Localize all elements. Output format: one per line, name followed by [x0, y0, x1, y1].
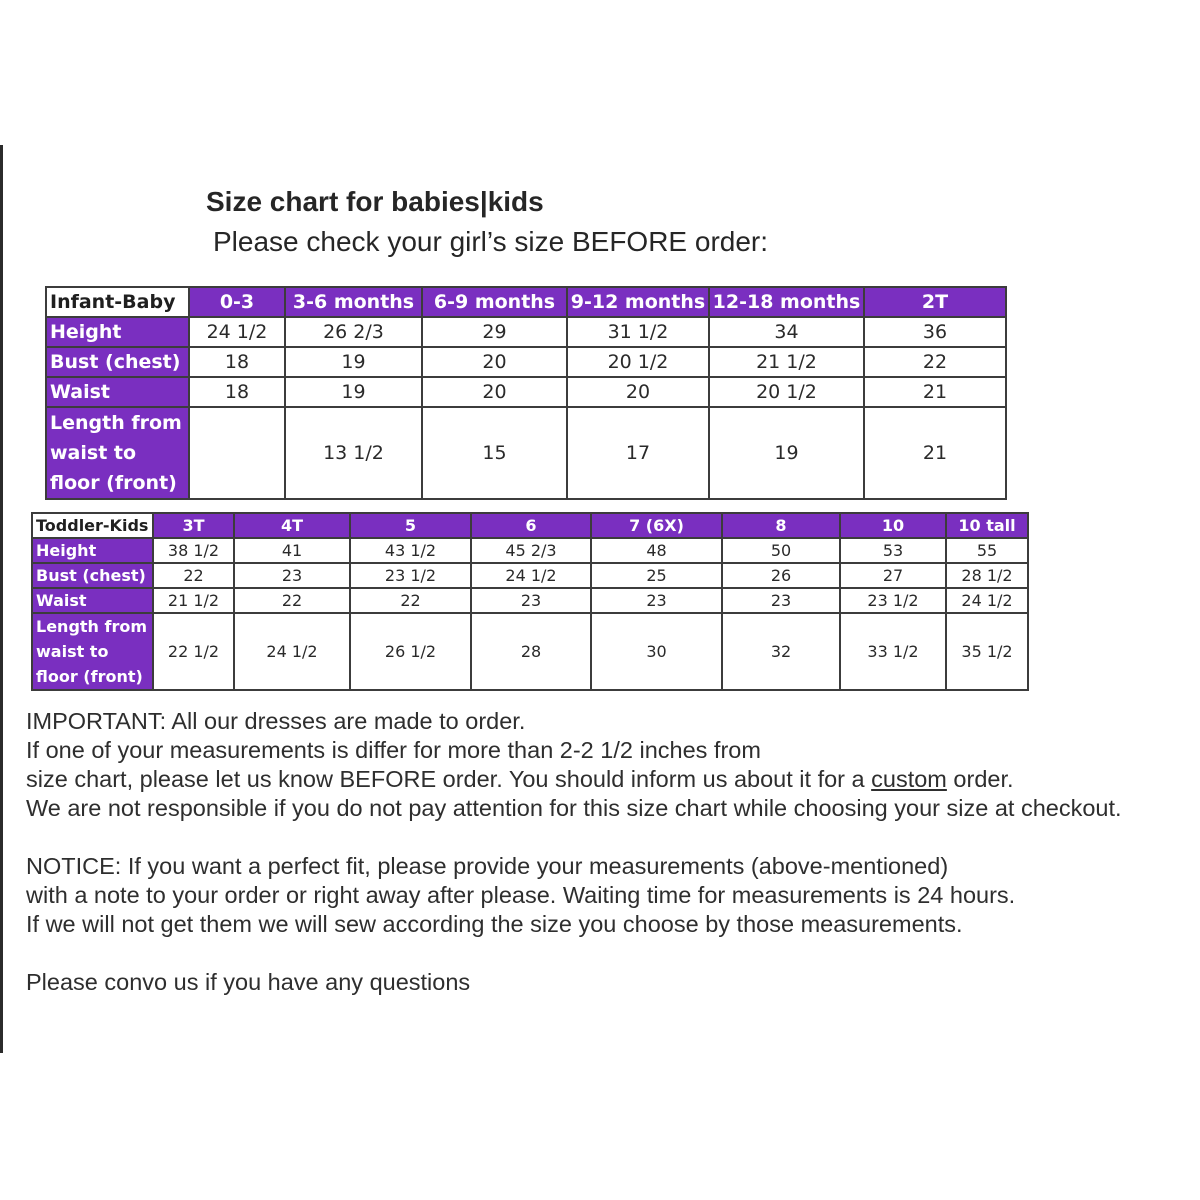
table-cell — [189, 407, 285, 499]
table-cell: 28 1/2 — [946, 563, 1028, 588]
table-cell: 26 2/3 — [285, 317, 422, 347]
table-cell: 17 — [567, 407, 709, 499]
table-cell: 35 1/2 — [946, 613, 1028, 690]
infant-row-length — [46, 407, 1006, 499]
infant-header-row — [46, 287, 1006, 317]
infant-col-header: 3-6 months — [285, 287, 422, 317]
table-cell: 28 — [471, 613, 591, 690]
convo-line: Please convo us if you have any questions — [26, 969, 471, 995]
table-cell: 22 1/2 — [153, 613, 234, 690]
infant-col-header: 6-9 months — [422, 287, 567, 317]
left-border-rule — [0, 145, 3, 1053]
table-cell: 50 — [722, 538, 840, 563]
toddler-col-header: 4T — [234, 513, 350, 538]
toddler-size-table — [31, 512, 1029, 691]
row-label: Waist — [46, 377, 189, 407]
table-cell: 23 1/2 — [840, 588, 946, 613]
table-cell: 25 — [591, 563, 722, 588]
notes-block — [26, 707, 1122, 997]
table-cell: 21 — [864, 377, 1006, 407]
table-cell: 29 — [422, 317, 567, 347]
table-cell: 32 — [722, 613, 840, 690]
infant-col-header: 12-18 months — [709, 287, 864, 317]
table-cell: 15 — [422, 407, 567, 499]
table-cell: 13 1/2 — [285, 407, 422, 499]
table-cell: 34 — [709, 317, 864, 347]
toddler-col-header: 5 — [350, 513, 471, 538]
table-cell: 23 — [591, 588, 722, 613]
toddler-col-header: 10 tall — [946, 513, 1028, 538]
spacer — [26, 939, 1122, 968]
toddler-col-header: 8 — [722, 513, 840, 538]
table-cell: 38 1/2 — [153, 538, 234, 563]
toddler-col-header: 3T — [153, 513, 234, 538]
table-cell: 19 — [285, 377, 422, 407]
table-cell: 21 — [864, 407, 1006, 499]
row-label: Waist — [32, 588, 153, 613]
table-cell: 22 — [153, 563, 234, 588]
toddler-col-header: 6 — [471, 513, 591, 538]
infant-col-header: 2T — [864, 287, 1006, 317]
toddler-col-header: 7 (6X) — [591, 513, 722, 538]
table-cell: 22 — [864, 347, 1006, 377]
toddler-corner-label: Toddler-Kids — [32, 513, 153, 538]
table-cell: 21 1/2 — [153, 588, 234, 613]
row-label: Length from waist to floor (front) — [46, 407, 189, 499]
table-cell: 27 — [840, 563, 946, 588]
custom-order-link[interactable]: custom — [871, 766, 947, 792]
table-cell: 21 1/2 — [709, 347, 864, 377]
table-cell: 20 — [422, 347, 567, 377]
important-line: We are not responsible if you do not pay attention for this size chart while choosing your size at checkout. — [26, 795, 1122, 821]
table-cell: 55 — [946, 538, 1028, 563]
table-cell: 24 1/2 — [471, 563, 591, 588]
page-subtitle: Please check your girl’s size BEFORE order: — [213, 226, 769, 257]
table-cell: 30 — [591, 613, 722, 690]
table-cell: 31 1/2 — [567, 317, 709, 347]
table-cell: 20 1/2 — [567, 347, 709, 377]
table-cell: 23 — [722, 588, 840, 613]
table-cell: 18 — [189, 347, 285, 377]
infant-col-header: 9-12 months — [567, 287, 709, 317]
table-cell: 18 — [189, 377, 285, 407]
toddler-row-length — [32, 613, 1028, 690]
table-cell: 20 1/2 — [709, 377, 864, 407]
toddler-row-bust — [32, 563, 1028, 588]
toddler-row-height — [32, 538, 1028, 563]
spacer — [26, 823, 1122, 852]
table-cell: 41 — [234, 538, 350, 563]
table-cell: 43 1/2 — [350, 538, 471, 563]
table-cell: 23 1/2 — [350, 563, 471, 588]
toddler-header-row — [32, 513, 1028, 538]
infant-row-waist — [46, 377, 1006, 407]
table-cell: 26 1/2 — [350, 613, 471, 690]
row-label: Height — [32, 538, 153, 563]
table-cell: 19 — [709, 407, 864, 499]
table-cell: 22 — [350, 588, 471, 613]
row-label: Bust (chest) — [32, 563, 153, 588]
table-cell: 20 — [567, 377, 709, 407]
table-cell: 24 1/2 — [189, 317, 285, 347]
notice-line: NOTICE: If you want a perfect fit, please provide your measurements (above-mentioned) — [26, 853, 949, 879]
table-cell: 45 2/3 — [471, 538, 591, 563]
infant-size-table — [45, 286, 1007, 500]
infant-col-header: 0-3 — [189, 287, 285, 317]
row-label: Bust (chest) — [46, 347, 189, 377]
table-cell: 24 1/2 — [234, 613, 350, 690]
toddler-col-header: 10 — [840, 513, 946, 538]
infant-corner-label: Infant-Baby — [46, 287, 189, 317]
table-cell: 26 — [722, 563, 840, 588]
notice-line: If we will not get them we will sew according the size you choose by those measurements. — [26, 911, 963, 937]
table-cell: 22 — [234, 588, 350, 613]
important-line: IMPORTANT: All our dresses are made to order. — [26, 708, 526, 734]
table-cell: 19 — [285, 347, 422, 377]
table-cell: 36 — [864, 317, 1006, 347]
important-line: If one of your measurements is differ for more than 2-2 1/2 inches from — [26, 737, 761, 763]
notice-line: with a note to your order or right away after please. Waiting time for measurements is 24 hours. — [26, 882, 1016, 908]
table-cell: 33 1/2 — [840, 613, 946, 690]
table-cell: 23 — [471, 588, 591, 613]
table-cell: 48 — [591, 538, 722, 563]
important-line — [26, 765, 1122, 794]
row-label: Height — [46, 317, 189, 347]
table-cell: 20 — [422, 377, 567, 407]
table-cell: 24 1/2 — [946, 588, 1028, 613]
row-label: Length from waist to floor (front) — [32, 613, 153, 690]
infant-row-bust — [46, 347, 1006, 377]
important-text: order. — [946, 766, 1014, 792]
page-title: Size chart for babies|kids — [206, 186, 544, 217]
important-text: size chart, please let us know BEFORE order. You should inform us about it for a — [26, 766, 872, 792]
toddler-row-waist — [32, 588, 1028, 613]
table-cell: 53 — [840, 538, 946, 563]
table-cell: 23 — [234, 563, 350, 588]
infant-row-height — [46, 317, 1006, 347]
